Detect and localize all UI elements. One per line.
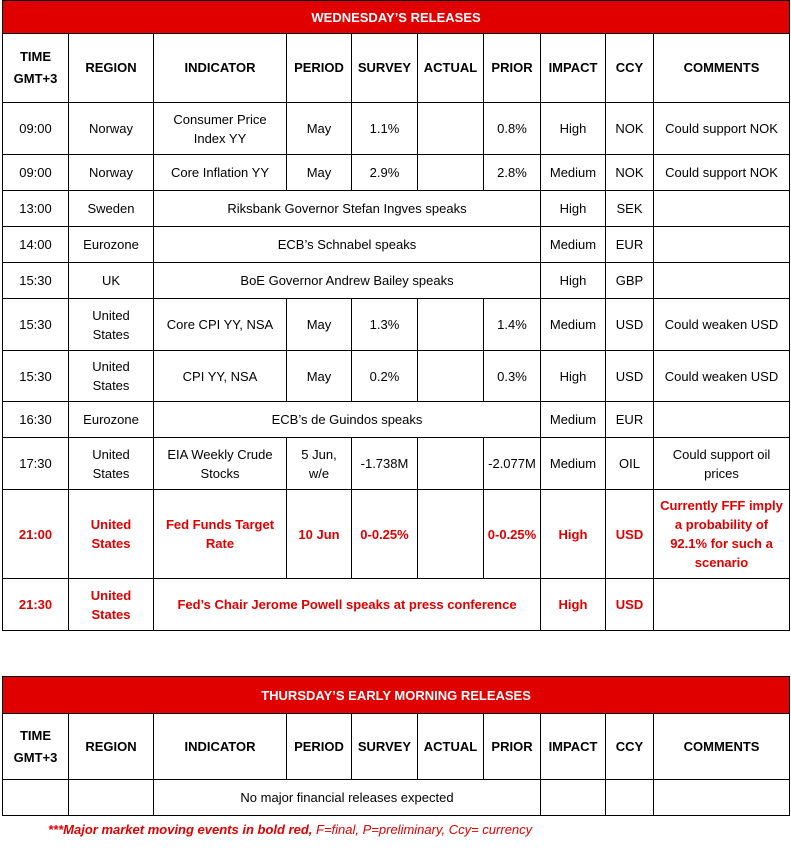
comments-cell: Could weaken USD (654, 351, 790, 402)
time-cell: 15:30 (3, 263, 69, 299)
indicator-cell: Consumer Price Index YY (154, 103, 287, 155)
header-region: REGION (69, 714, 154, 780)
region-cell: UK (69, 263, 154, 299)
comments-cell: Could support NOK (654, 103, 790, 155)
header-actual: ACTUAL (418, 34, 484, 103)
indicator-cell: EIA Weekly Crude Stocks (154, 438, 287, 490)
time-cell: 15:30 (3, 351, 69, 402)
header-period: PERIOD (287, 714, 352, 780)
impact-cell: Medium (541, 227, 606, 263)
impact-cell: Medium (541, 438, 606, 490)
impact-cell: Medium (541, 299, 606, 351)
header-time: TIME GMT+3 (3, 34, 69, 103)
header-time: TIME GMT+3 (3, 714, 69, 780)
comments-cell: Could support NOK (654, 155, 790, 191)
header-ccy: CCY (606, 714, 654, 780)
region-cell: United States (69, 490, 154, 579)
region-cell: Norway (69, 103, 154, 155)
event-cell: Fed’s Chair Jerome Powell speaks at press conference (154, 579, 541, 631)
event-cell: BoE Governor Andrew Bailey speaks (154, 263, 541, 299)
header-prior: PRIOR (484, 714, 541, 780)
period-cell: 10 Jun (287, 490, 352, 579)
table-row (3, 579, 790, 631)
ccy-cell: USD (606, 579, 654, 631)
table-row (3, 299, 790, 351)
impact-cell: High (541, 263, 606, 299)
ccy-cell: EUR (606, 402, 654, 438)
impact-cell: High (541, 191, 606, 227)
ccy-cell: USD (606, 299, 654, 351)
indicator-cell: CPI YY, NSA (154, 351, 287, 402)
empty-cell (541, 780, 606, 816)
empty-cell (606, 780, 654, 816)
actual-cell (418, 490, 484, 579)
actual-cell (418, 351, 484, 402)
comments-cell: Could support oil prices (654, 438, 790, 490)
comments-cell (654, 263, 790, 299)
region-cell: Sweden (69, 191, 154, 227)
impact-cell: High (541, 103, 606, 155)
actual-cell (418, 299, 484, 351)
empty-cell (3, 780, 69, 816)
header-period: PERIOD (287, 34, 352, 103)
survey-cell: 0-0.25% (352, 490, 418, 579)
thursday-releases-table (2, 676, 790, 816)
prior-cell: 0.3% (484, 351, 541, 402)
header-actual: ACTUAL (418, 714, 484, 780)
header-survey: SURVEY (352, 714, 418, 780)
prior-cell: 2.8% (484, 155, 541, 191)
comments-cell (654, 191, 790, 227)
period-cell: May (287, 351, 352, 402)
table-row (3, 103, 790, 155)
region-cell: United States (69, 438, 154, 490)
impact-cell: High (541, 351, 606, 402)
survey-cell: 1.3% (352, 299, 418, 351)
header-survey: SURVEY (352, 34, 418, 103)
thursday-title: THURSDAY’S EARLY MORNING RELEASES (3, 677, 790, 714)
ccy-cell: SEK (606, 191, 654, 227)
ccy-cell: OIL (606, 438, 654, 490)
indicator-cell: Core CPI YY, NSA (154, 299, 287, 351)
impact-cell: Medium (541, 155, 606, 191)
table-row (3, 155, 790, 191)
ccy-cell: EUR (606, 227, 654, 263)
footnote-rest: F=final, P=preliminary, Ccy= currency (312, 822, 533, 837)
prior-cell: -2.077M (484, 438, 541, 490)
period-cell: May (287, 103, 352, 155)
comments-cell (654, 579, 790, 631)
indicator-cell: Fed Funds Target Rate (154, 490, 287, 579)
empty-cell (69, 780, 154, 816)
indicator-cell: Core Inflation YY (154, 155, 287, 191)
time-cell: 15:30 (3, 299, 69, 351)
comments-cell: Currently FFF imply a probability of 92.1% for such a scenario (654, 490, 790, 579)
ccy-cell: NOK (606, 155, 654, 191)
time-cell: 09:00 (3, 155, 69, 191)
actual-cell (418, 103, 484, 155)
prior-cell: 0-0.25% (484, 490, 541, 579)
comments-cell (654, 402, 790, 438)
header-ccy: CCY (606, 34, 654, 103)
time-cell: 09:00 (3, 103, 69, 155)
header-impact: IMPACT (541, 34, 606, 103)
survey-cell: -1.738M (352, 438, 418, 490)
region-cell: Eurozone (69, 227, 154, 263)
event-cell: ECB’s Schnabel speaks (154, 227, 541, 263)
table-row (3, 227, 790, 263)
header-comments: COMMENTS (654, 714, 790, 780)
empty-cell (654, 780, 790, 816)
region-cell: Norway (69, 155, 154, 191)
header-region: REGION (69, 34, 154, 103)
ccy-cell: NOK (606, 103, 654, 155)
time-cell: 17:30 (3, 438, 69, 490)
period-cell: May (287, 155, 352, 191)
survey-cell: 1.1% (352, 103, 418, 155)
header-indicator: INDICATOR (154, 34, 287, 103)
impact-cell: High (541, 579, 606, 631)
table-row (3, 402, 790, 438)
time-cell: 21:00 (3, 490, 69, 579)
wednesday-releases-table (2, 0, 790, 631)
region-cell: United States (69, 579, 154, 631)
region-cell: Eurozone (69, 402, 154, 438)
impact-cell: High (541, 490, 606, 579)
impact-cell: Medium (541, 402, 606, 438)
actual-cell (418, 155, 484, 191)
prior-cell: 0.8% (484, 103, 541, 155)
period-cell: May (287, 299, 352, 351)
actual-cell (418, 438, 484, 490)
footnote (48, 822, 532, 837)
ccy-cell: USD (606, 351, 654, 402)
table-row (3, 191, 790, 227)
time-cell: 14:00 (3, 227, 69, 263)
prior-cell: 1.4% (484, 299, 541, 351)
wednesday-title: WEDNESDAY’S RELEASES (3, 1, 790, 34)
header-prior: PRIOR (484, 34, 541, 103)
header-comments: COMMENTS (654, 34, 790, 103)
comments-cell: Could weaken USD (654, 299, 790, 351)
footnote-bold: ***Major market moving events in bold red, (48, 822, 313, 837)
header-indicator: INDICATOR (154, 714, 287, 780)
event-cell: ECB’s de Guindos speaks (154, 402, 541, 438)
period-cell: 5 Jun, w/e (287, 438, 352, 490)
time-cell: 21:30 (3, 579, 69, 631)
event-cell: Riksbank Governor Stefan Ingves speaks (154, 191, 541, 227)
time-cell: 13:00 (3, 191, 69, 227)
no-releases-note: No major financial releases expected (154, 780, 541, 816)
survey-cell: 2.9% (352, 155, 418, 191)
ccy-cell: GBP (606, 263, 654, 299)
ccy-cell: USD (606, 490, 654, 579)
comments-cell (654, 227, 790, 263)
region-cell: United States (69, 299, 154, 351)
header-impact: IMPACT (541, 714, 606, 780)
table-row (3, 263, 790, 299)
region-cell: United States (69, 351, 154, 402)
time-cell: 16:30 (3, 402, 69, 438)
table-row (3, 438, 790, 490)
table-row (3, 351, 790, 402)
table-row (3, 490, 790, 579)
survey-cell: 0.2% (352, 351, 418, 402)
